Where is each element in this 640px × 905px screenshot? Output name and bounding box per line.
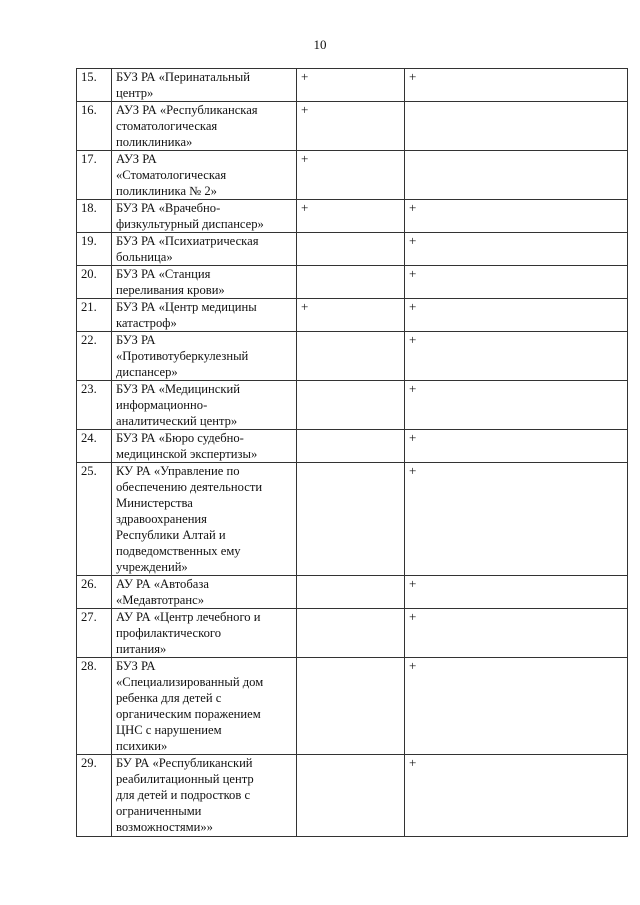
institution-name-cell [112,463,297,576]
mark-cell-b: + [405,332,628,381]
institution-name-cell [112,755,297,837]
institution-name-cell [112,266,297,299]
table-row [77,381,628,430]
institution-name-cell [112,658,297,755]
institution-name: АУЗ РА «Республиканская стоматологическая поликлиника» [116,103,258,149]
mark-cell-a: + [297,102,405,151]
institution-name-cell [112,576,297,609]
row-number-cell: 18. [77,200,112,233]
mark-cell-a [297,755,405,837]
institution-name: АУЗ РА «Стоматологическая поликлиника № 2» [116,152,227,198]
institution-name: АУ РА «Центр лечебного и профилактического питания» [116,610,261,656]
institution-name: КУ РА «Управление по обеспечению деятельности Министерства здравоохранения Республики Алтай и подведомственных ему учреждений» [116,464,263,574]
mark-cell-a [297,233,405,266]
table-row [77,266,628,299]
mark-cell-a [297,576,405,609]
institution-name: БУЗ РА «Специализированный дом ребенка для детей с органическим поражением ЦНС с нарушением психики» [116,659,264,753]
institution-name: БУЗ РА «Перинатальный центр» [116,70,250,100]
mark-cell-a [297,463,405,576]
row-number-cell: 27. [77,609,112,658]
table-row [77,576,628,609]
table-row [77,332,628,381]
institution-name: БУЗ РА «Противотуберкулезный диспансер» [116,333,249,379]
mark-cell-b: + [405,658,628,755]
row-number-cell: 23. [77,381,112,430]
mark-cell-a [297,430,405,463]
mark-cell-a: + [297,151,405,200]
institution-name: БУЗ РА «Психиатрическая больница» [116,234,259,264]
table-row [77,463,628,576]
row-number-cell: 26. [77,576,112,609]
mark-cell-a: + [297,299,405,332]
mark-cell-b: + [405,266,628,299]
mark-cell-a [297,609,405,658]
row-number-cell: 17. [77,151,112,200]
mark-cell-b: + [405,463,628,576]
institution-name-cell [112,299,297,332]
institutions-table [76,68,628,837]
row-number-cell: 22. [77,332,112,381]
mark-cell-a [297,381,405,430]
mark-cell-b: + [405,233,628,266]
mark-cell-b: + [405,299,628,332]
mark-cell-a: + [297,69,405,102]
institution-name-cell [112,102,297,151]
table-row [77,200,628,233]
row-number-cell: 21. [77,299,112,332]
row-number-cell: 19. [77,233,112,266]
mark-cell-b [405,102,628,151]
row-number-cell: 15. [77,69,112,102]
institution-name: БУЗ РА «Станция переливания крови» [116,267,225,297]
institution-name: БУЗ РА «Врачебно- физкультурный диспансер» [116,201,264,231]
mark-cell-a [297,658,405,755]
table-row [77,658,628,755]
row-number-cell: 25. [77,463,112,576]
row-number-cell: 24. [77,430,112,463]
table-row [77,69,628,102]
mark-cell-b: + [405,381,628,430]
mark-cell-b: + [405,200,628,233]
table-row [77,299,628,332]
mark-cell-b: + [405,609,628,658]
table-row [77,430,628,463]
mark-cell-a [297,332,405,381]
mark-cell-b: + [405,755,628,837]
page-number: 10 [313,37,327,52]
mark-cell-b: + [405,69,628,102]
table-row [77,102,628,151]
row-number-cell: 16. [77,102,112,151]
institution-name-cell [112,332,297,381]
mark-cell-a: + [297,200,405,233]
institution-name-cell [112,69,297,102]
institution-name: БУЗ РА «Бюро судебно- медицинской экспертизы» [116,431,258,461]
table-row [77,151,628,200]
institution-name: БУЗ РА «Центр медицины катастроф» [116,300,257,330]
table-row [77,609,628,658]
table-row [77,755,628,837]
row-number-cell: 28. [77,658,112,755]
institution-name: БУ РА «Республиканский реабилитационный центр для детей и подростков с ограниченными возможностями»» [116,756,254,834]
institution-name-cell [112,200,297,233]
institution-name-cell [112,151,297,200]
mark-cell-b [405,151,628,200]
mark-cell-b: + [405,576,628,609]
institution-name-cell [112,381,297,430]
mark-cell-a [297,266,405,299]
institution-name-cell [112,233,297,266]
row-number-cell: 20. [77,266,112,299]
table-row [77,233,628,266]
institution-name: АУ РА «Автобаза «Медавтотранс» [116,577,209,607]
row-number-cell: 29. [77,755,112,837]
institution-name-cell [112,430,297,463]
mark-cell-b: + [405,430,628,463]
institution-name: БУЗ РА «Медицинский информационно- аналитический центр» [116,382,240,428]
institution-name-cell [112,609,297,658]
